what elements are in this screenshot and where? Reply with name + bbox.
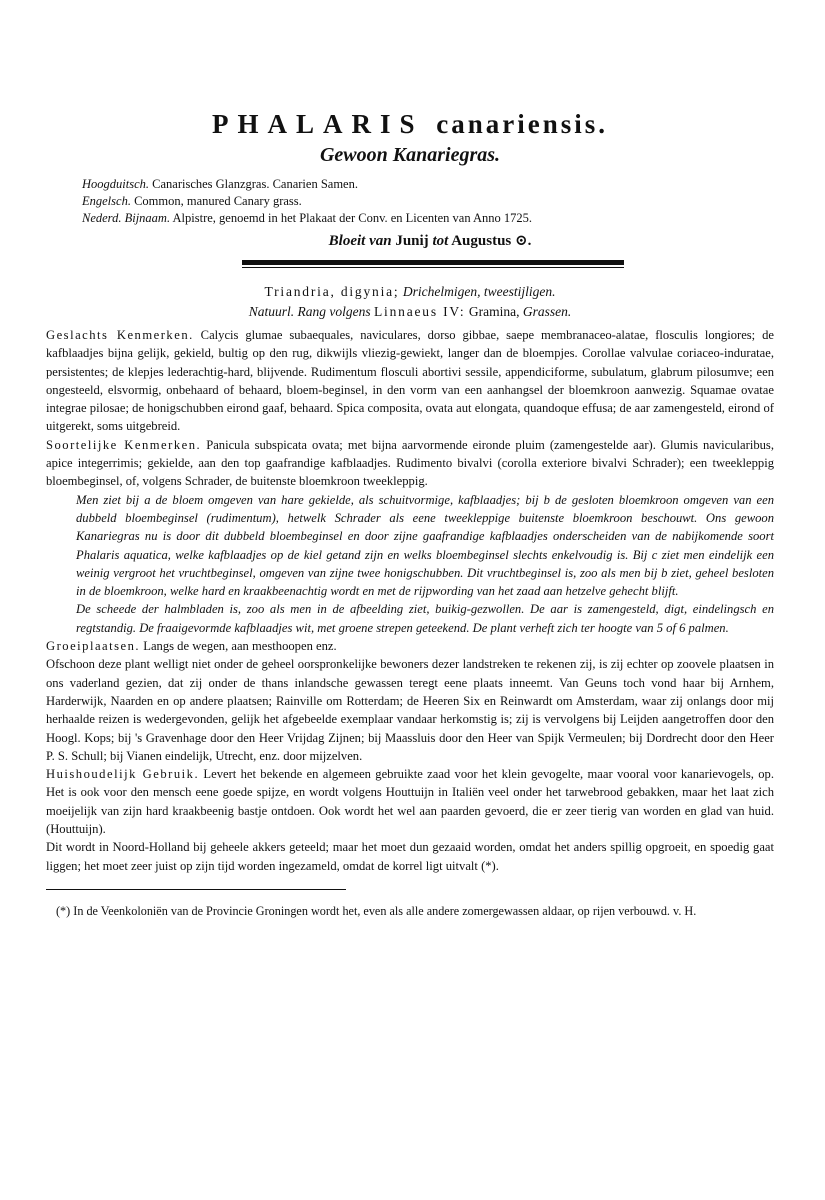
footnote-divider (46, 889, 346, 890)
class-linnaean: Triandria, digynia; (264, 284, 400, 299)
section-text: Langs de wegen, aan mesthoopen enz. (143, 639, 337, 654)
name-lang: Nederd. Bijnaam. (82, 211, 171, 225)
figure-description: Men ziet bij a de bloem omgeven van hare gekielde, als schuitvormige, kafblaadjes; bij b de gesloten bloemkroon omgeven van een dubbeld bloembeginsel (rudimentum), hetwelk Schrader als eene tweekleppige buitenste bloemkroon beschouwt. Ons gewoon Kanariegras nu is door dit dubbeld bloembeginsel en door zijne gaafrandige kafblaadjes onderscheiden van de nabijkomende soort Phalaris aquatica, welke kafblaadjes op de kiel getand zijn en welks bloembeginsel slechts enkelvoudig is. Bij c ziet men eindelijk een weinig vergroot het vruchtbeginsel, omgeven van zijne twee honigschubben. Dit vruchtbeginsel is, zoo als men bij b ziet, geheel besloten in de bloemkroon, welke hard en kraakbeenachtig wordt en met de rijpwording van het zaad aan hetzelve gehecht blijft. (76, 492, 774, 599)
section-lead: Geslachts Kenmerken. (46, 328, 194, 342)
classification-line-1 (46, 282, 774, 302)
footnote: (*) In de Veenkoloniën van de Provincie Groningen wordt het, even als alle andere zomergewassen aldaar, op rijen verbouwd. v. H. (56, 904, 697, 919)
bloom-period (86, 231, 774, 250)
name-lang: Engelsch. (82, 194, 131, 208)
bloom-to: Augustus (451, 233, 512, 249)
common-names (82, 176, 774, 227)
classification (46, 282, 774, 322)
annual-symbol-icon: ⊙. (515, 233, 532, 249)
section-lead: Huishoudelijk Gebruik. (46, 767, 200, 782)
bloom-from: Junij (395, 233, 429, 249)
name-line (82, 193, 774, 210)
class-rank-label: Natuurl. Rang volgens (248, 304, 371, 319)
class-family: Gramina, (468, 304, 520, 319)
bloom-prefix: Bloeit van (328, 233, 392, 249)
name-text: Common, manured Canary grass. (134, 194, 302, 208)
class-family-dutch: Grassen. (522, 304, 572, 319)
household-use (46, 765, 774, 838)
title-species: canariensis. (436, 109, 609, 139)
name-line (82, 176, 774, 193)
name-line (82, 210, 774, 227)
page (46, 108, 774, 932)
cultivation-text: Dit wordt in Noord-Holland bij geheele akkers geteeld; maar het moet dun gezaaid worden, omdat het anders spillig opgroeit, en spoedig gaat liggen; het moet zeer juist op zijn tijd worden ingezameld, omdat de korrel ligt uitvalt (*). (46, 840, 774, 873)
section-text: Panicula subspicata ovata; met bijna aarvormende eironde pluim (zamengestelde aar). Glumis navicularibus, apice integerrimis; gekielde, aan den top gaafrandige kafblaadjes. Rudimento bivalvi (corolla exteriore bivalvi Schrader); een tweekleppig bloembeginsel, of, volgens Schrader, de buitenste bloemkroon tweekleppig. (46, 437, 774, 489)
page-title (46, 108, 774, 140)
plant-description: De scheede der halmbladen is, zoo als men in de afbeelding ziet, buikig-gezwollen. De aar is zamengesteld, digt, eindelingsch en regtstandig. De fraaigevormde kafblaadjes wit, met groene strepen geteekend. De plant verheft zich ter hoogte van 5 of 6 palmen. (76, 602, 774, 635)
name-text: Alpistre, genoemd in het Plakaat der Conv. en Licenten van Anno 1725. (172, 211, 533, 225)
habitat (46, 637, 774, 655)
section-lead: Groeiplaatsen. (46, 639, 141, 654)
section-text: Calycis glumae subaequales, naviculares, dorso gibbae, saepe membranaceo-alatae, flosculis longiores; de kafblaadjes bijna gelijk, gekield, bultig op den rug, dikwijls vliezig-gewiekt, langer dan de bloempjes. Corollae valvulae coriaceo-induratae, persistentes; de klepjes lederachtig-hard, blijvende. Rudimentum flosculi abortivi sessile, appendiciforme, subulatum, glabrum pilosumve; een ongesteeld, elsvormig, onbehaard of behaard, bloem-beginsel, in den vorm van een aanhangsel der bloemkroon aanwezig. Squamae ovatae integrae pilosae; de honigschubben eirond gaaf, behaard. Spica composita, ovata aut elongata, quandoque effusa; de aar zamengesteld, eirond of uitgerekt, soms uitgebreid. (46, 328, 774, 434)
divider-thick (242, 260, 624, 265)
classification-line-2 (46, 302, 774, 322)
class-dutch: Drichelmigen, tweestijligen. (402, 284, 556, 299)
divider-thin (242, 267, 624, 268)
section-lead: Soortelijke Kenmerken. (46, 437, 202, 452)
subtitle: Gewoon Kanariegras. (319, 144, 501, 166)
class-rank: Linnaeus IV: (374, 304, 466, 319)
name-lang: Hoogduitsch. (82, 177, 150, 191)
title-genus: PHALARIS (211, 109, 424, 139)
section-text: Levert het bekende en algemeen gebruikte zaad voor het klein gevogelte, maar vooral voor kanarievogels, op. Het is ook voor den mensch eene goede spijze, en wordt volgens Houttuijn in Italiën veel onder het tarwebrood gebakken, maar het laat zich moeijelijk van zijn hard kraakbeenig bastje ontdoen. Ook wordt het wel aan paarden gevoerd, die er zeer tierig van worden en glad van huid. (Houttuijn). (46, 767, 774, 837)
bloom-mid: tot (432, 233, 449, 249)
species-characters (46, 436, 774, 491)
genus-characters (46, 326, 774, 436)
distribution-text: Ofschoon deze plant welligt niet onder de geheel oorspronkelijke bewoners dezer landstreken te rekenen zij, is zij echter op zoovele plaatsen in ons vaderland gezien, dat zij onder de thans inlandsche gewassen teregt eene plaats inneemt. Van Geuns toch vond haar bij Arnhem, Harderwijk, Naarden en op andere plaatsen; Rainville om Rotterdam; de Heeren Six en Reinwardt om Amsterdam, waar zij onlangs door mij herhaalde reizen is wedergevonden, gelijk het afgebeelde exemplaar vandaar herkomstig is; zij is vervolgens bij Leijden aangetroffen door den Hoogl. Kops; bij 's Gravenhage door den Heer Vrijdag Zijnen; bij Maassluis door den Heer van Spijk Vermeulen; bij Dordrecht door den Heer P. S. Schull; bij Vianen eindelijk, Utrecht, enz. door mijzelven. (46, 657, 774, 763)
name-text: Canarisches Glanzgras. Canarien Samen. (152, 177, 358, 191)
